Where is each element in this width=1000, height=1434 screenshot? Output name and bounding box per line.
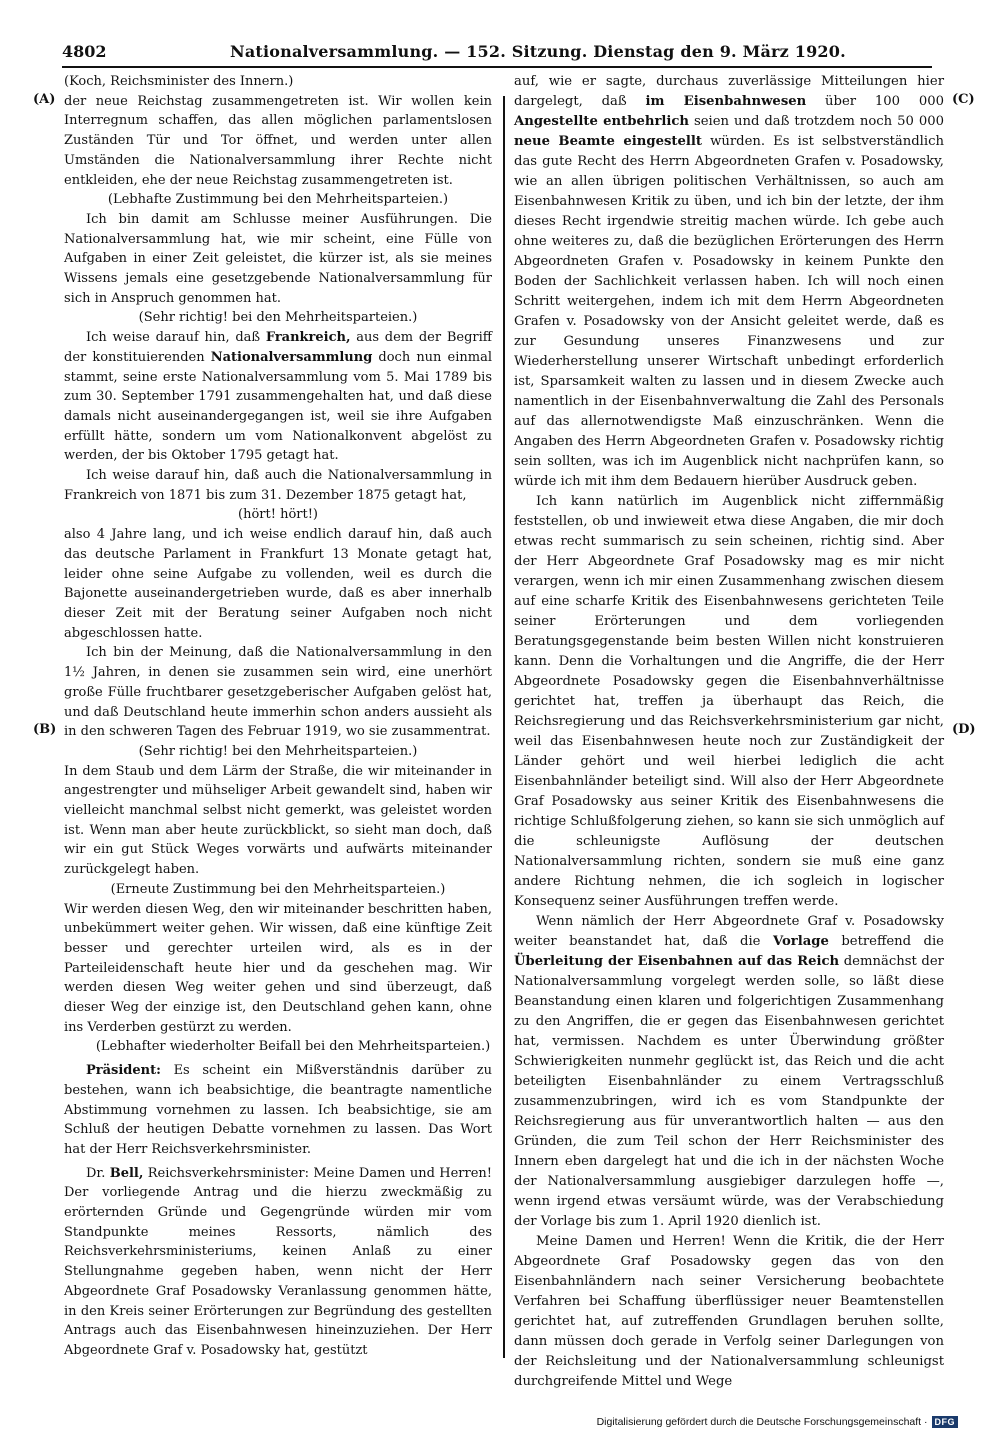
- speaker-name: Präsident:: [86, 1063, 161, 1079]
- digitization-credit: [597, 1416, 958, 1428]
- reaction: (Sehr richtig! bei den Mehrheitsparteien.): [138, 743, 418, 759]
- reaction: (Erneute Zustimmung bei den Mehrheitsparteien.): [110, 881, 446, 897]
- reaction: (hört! hört!): [238, 507, 318, 523]
- column-divider: [503, 96, 505, 1358]
- paragraph: auf, wie er sagte, durchaus zuverlässige Mitteilungen hier dargelegt, daß im Eisenbahnwesen über 100 000 Angestellte entbehrlich seien und daß trotzdem noch 50 000 neue Beamte eingestellt würden. Es ist selbstverständlich das gute Recht des Herrn Abgeordneten Grafen v. Posadowsky, wie an allen übrigen politischen Verhältnissen, so auch am Eisenbahnwesen Kritik zu üben, und ich bin der letzte, der ihm dieses Recht irgendwie streitig machen würde. Ich gebe auch ohne weiteres zu, daß die bezüglichen Erörterungen des Herrn Abgeordneten Grafen v. Posadowsky in keinem Punkte den Boden der Sachlichkeit verlassen haben. Ich will noch einen Schritt weitergehen, indem ich mit dem Herrn Abgeordneten Grafen v. Posadowsky von der Ansicht geleitet werde, daß es zur Gesundung unseres Finanzwesens und zur Wiederherstellung unserer Wirtschaft unbedingt erforderlich ist, Sparsamkeit walten zu lassen und in diesem Zwecke auch namentlich in der Eisenbahnverwaltung die Zahl des Personals auf das allernotwendigste Maß einzuschränken. Wenn die Angaben des Herrn Abgeordneten Grafen v. Posadowsky richtig sein sollten, was ich im Augenblick nicht nachprüfen kann, so würde ich mit ihm dem Bedauern hierüber Ausdruck geben.: [514, 74, 944, 489]
- speaker-name: Bell,: [109, 1165, 144, 1181]
- paragraph: Ich bin der Meinung, daß die Nationalversammlung in den 1½ Jahren, in denen sie zusammen sein wird, eine unerhört große Fülle fruchtbarer gesetzgeberischer Aufgaben gelöst hat, und daß Deutschland heute immerhin schon anders aussieht als in den schweren Tagen des Februar 1919, wo sie zusammentrat.: [64, 645, 492, 740]
- speaker-attribution: (Koch, Reichsminister des Innern.): [64, 74, 294, 89]
- paragraph: Ich bin damit am Schlusse meiner Ausführungen. Die Nationalversammlung hat, wie mir scheint, eine Fülle von Aufgaben in einer Zeit geleistet, die kürzer ist, als sie meines Wissens jemals eine gesetzgebende Nationalversammlung für sich in Anspruch genommen hat.: [64, 211, 492, 306]
- margin-marker-d: (D): [952, 722, 976, 737]
- margin-marker-a: (A): [33, 92, 56, 107]
- margin-marker-b: (B): [33, 722, 57, 737]
- reaction: (Lebhafte Zustimmung bei den Mehrheitsparteien.): [107, 192, 449, 208]
- paragraph: Wir werden diesen Weg, den wir miteinander beschritten haben, unbekümmert weiter gehen. Wir wissen, daß eine künftige Zeit besser und gerechter urteilen wird, als es in der Parteileidenschaft heute hier und da geschehen mag. Wir werden diesen Weg weiter gehen und sind überzeugt, daß dieser Weg der einzige ist, den Deutschland gehen kann, ohne ins Verderben gestürzt zu werden.: [64, 901, 492, 1035]
- reaction: (Lebhafter wiederholter Beifall bei den Mehrheitsparteien.): [95, 1039, 491, 1055]
- page-header: [62, 42, 932, 68]
- emphasis: Überleitung der Eisenbahnen auf das Reich: [514, 954, 840, 969]
- paragraph: Ich kann natürlich im Augenblick nicht ziffernmäßig feststellen, ob und inwieweit etwa diese Angaben, die mir doch etwas recht summarisch zu sein scheinen, richtig sind. Aber der Herr Abgeordnete Graf Posadowsky mag es mir nicht verargen, wenn ich mir einen Zusammenhang zwischen diesem auf eine scharfe Kritik des Eisenbahnwesens gerichteten Teile seiner Erörterungen und dem vorliegenden Beratungsgegenstande beim besten Willen nicht konstruieren kann. Denn die Vorhaltungen und die Angriffe, die der Herr Abgeordnete Posadowsky gegen die Eisenbahnverhältnisse gerichtet hat, treffen ja überhaupt das Reich, die Reichsregierung und das Reichsverkehrsministerium gar nicht, weil das Eisenbahnwesen heute noch zur Zuständigkeit der Länder gehört und weil hierbei lediglich die acht Eisenbahnländer beteiligt sind. Will also der Herr Abgeordnete Graf Posadowsky aus seiner Kritik des Eisenbahnwesens die richtige Schlußfolgerung ziehen, so kann sie sich unmöglich auf die schleunigste Auflösung der deutschen Nationalversammlung richten, sondern sie muß eine ganz andere Richtung nehmen, die ich sogleich in logischer Konsequenz seiner Ausführungen treffen werde.: [514, 494, 944, 909]
- emphasis: Nationalversammlung: [210, 349, 373, 365]
- paragraph: In dem Staub und dem Lärm der Straße, die wir miteinander in angestrengter und mühseliger Arbeit gewandelt sind, haben wir vielleicht manchmal selbst nicht gemerkt, was geleistet worden ist. Wenn man aber heute zurückblickt, so sieht man doch, daß wir ein gut Stück Weges vorwärts und aufwärts miteinander zurückgelegt haben.: [64, 763, 492, 878]
- paragraph: Dr. Bell, Reichsverkehrsminister: Meine Damen und Herren! Der vorliegende Antrag und die hierzu zweckmäßig zu erörternden Gründe und Gegengründe würden mir vom Standpunkte meines Ressorts, nämlich des Reichsverkehrsministeriums, keinen Anlaß zu einer Stellungnahme gegeben haben, wenn nicht der Herr Abgeordnete Graf Posadowsky Veranlassung genommen hätte, in den Kreis seiner Erörterungen zur Begründung des gestellten Antrags auch das Eisenbahnwesen hineinzuziehen. Der Herr Abgeordnete Graf v. Posadowsky hat, gestützt: [64, 1165, 492, 1358]
- paragraph: Meine Damen und Herren! Wenn die Kritik, die der Herr Abgeordnete Graf Posadowsky gegen das von den Eisenbahnländern nach seiner Versicherung beobachtete Verfahren bei Schaffung überflüssiger neuer Beamtenstellen gerichtet hat, auf zutreffenden Grundlagen beruhen sollte, dann müssen doch gerade in Verfolg seiner Darlegungen von der Reichsleitung und der Nationalversammlung schleunigst durchgreifende Mittel und Wege: [514, 1234, 944, 1389]
- paragraph: Wenn nämlich der Herr Abgeordnete Graf v. Posadowsky weiter beanstandet hat, daß die Vorlage betreffend die Überleitung der Eisenbahnen auf das Reich demnächst der Nationalversammlung vorgelegt werden solle, so läßt diese Beanstandung einen klaren und folgerichtigen Zusammenhang zu den Angriffen, die er gegen das Eisenbahnwesen gerichtet hat, vermissen. Nachdem es unter Überwindung größter Schwierigkeiten nunmehr geglückt ist, das Reich und die acht beteiligten Eisenbahnländer zu einem Vertragsschluß zusammenzubringen, wird ich es vom Standpunkte der Reichsregierung aus für unverantwortlich halten — aus den Gründen, die zum Teil schon der Herr Reichsminister des Innern eben dargelegt hat und die ich in der nächsten Woche der Nationalversammlung ausgiebiger darzulegen hoffe —, wenn irgend etwas versäumt würde, was der Verabschiedung der Vorlage bis zum 1. April 1920 dienlich ist.: [514, 914, 944, 1229]
- reaction: (Sehr richtig! bei den Mehrheitsparteien.): [138, 310, 418, 326]
- paragraph: Ich weise darauf hin, daß Frankreich, aus dem der Begriff der konstituierenden Nationalversammlung doch nun einmal stammt, seine erste Nationalversammlung vom 5. Mai 1789 bis zum 30. September 1791 zusammengehalten hat, und daß diese damals nicht auseinandergegangen ist, weil sie ihre Aufgaben erfüllt hätte, sondern um vom Nationalkonvent abgelöst zu werden, der bis Oktober 1795 getagt hat.: [64, 330, 492, 464]
- paragraph: Präsident: Es scheint ein Mißverständnis darüber zu bestehen, wann ich beabsichtige, die beantragte namentliche Abstimmung vornehmen zu lassen. Ich beabsichtige, sie am Schluß der heutigen Debatte vornehmen zu lassen. Das Wort hat der Herr Reichsverkehrsminister.: [64, 1063, 492, 1157]
- paragraph: der neue Reichstag zusammengetreten ist. Wir wollen kein Interregnum schaffen, das allen möglichen parlamentslosen Zuständen Tür und Tor öffnet, und werden unter allen Umständen die Nationalversammlung ihrer Rechte nicht entkleiden, ehe der neue Reichstag zusammengetreten ist.: [64, 93, 492, 188]
- right-column: [514, 72, 944, 1392]
- paragraph: Ich weise darauf hin, daß auch die Nationalversammlung in Frankreich von 1871 bis zum 31. Dezember 1875 getagt hat,: [64, 468, 492, 503]
- emphasis: Vorlage: [772, 934, 829, 949]
- emphasis: Frankreich,: [265, 330, 351, 346]
- dfg-logo: DFG: [932, 1416, 959, 1428]
- emphasis: neue Beamte eingestellt: [514, 134, 703, 149]
- paragraph: also 4 Jahre lang, und ich weise endlich darauf hin, daß auch das deutsche Parlament in Frankfurt 13 Monate getagt hat, leider ohne seine Aufgabe zu vollenden, weil es durch die Bajonette auseinandergetrieben wurde, daß es aber innerhalb dieser Zeit mit der Beratung seiner Aufgaben noch nicht abgeschlossen hatte.: [64, 527, 492, 641]
- emphasis: im Eisenbahnwesen: [645, 94, 807, 109]
- credit-text: Digitalisierung gefördert durch die Deutsche Forschungsgemeinschaft ·: [596, 1416, 928, 1428]
- page-number: 4802: [62, 42, 107, 61]
- margin-marker-c: (C): [952, 92, 975, 107]
- running-title: Nationalversammlung. — 152. Sitzung. Dienstag den 9. März 1920.: [230, 42, 846, 61]
- emphasis: Angestellte entbehrlich: [514, 114, 690, 129]
- left-column: [64, 72, 492, 1361]
